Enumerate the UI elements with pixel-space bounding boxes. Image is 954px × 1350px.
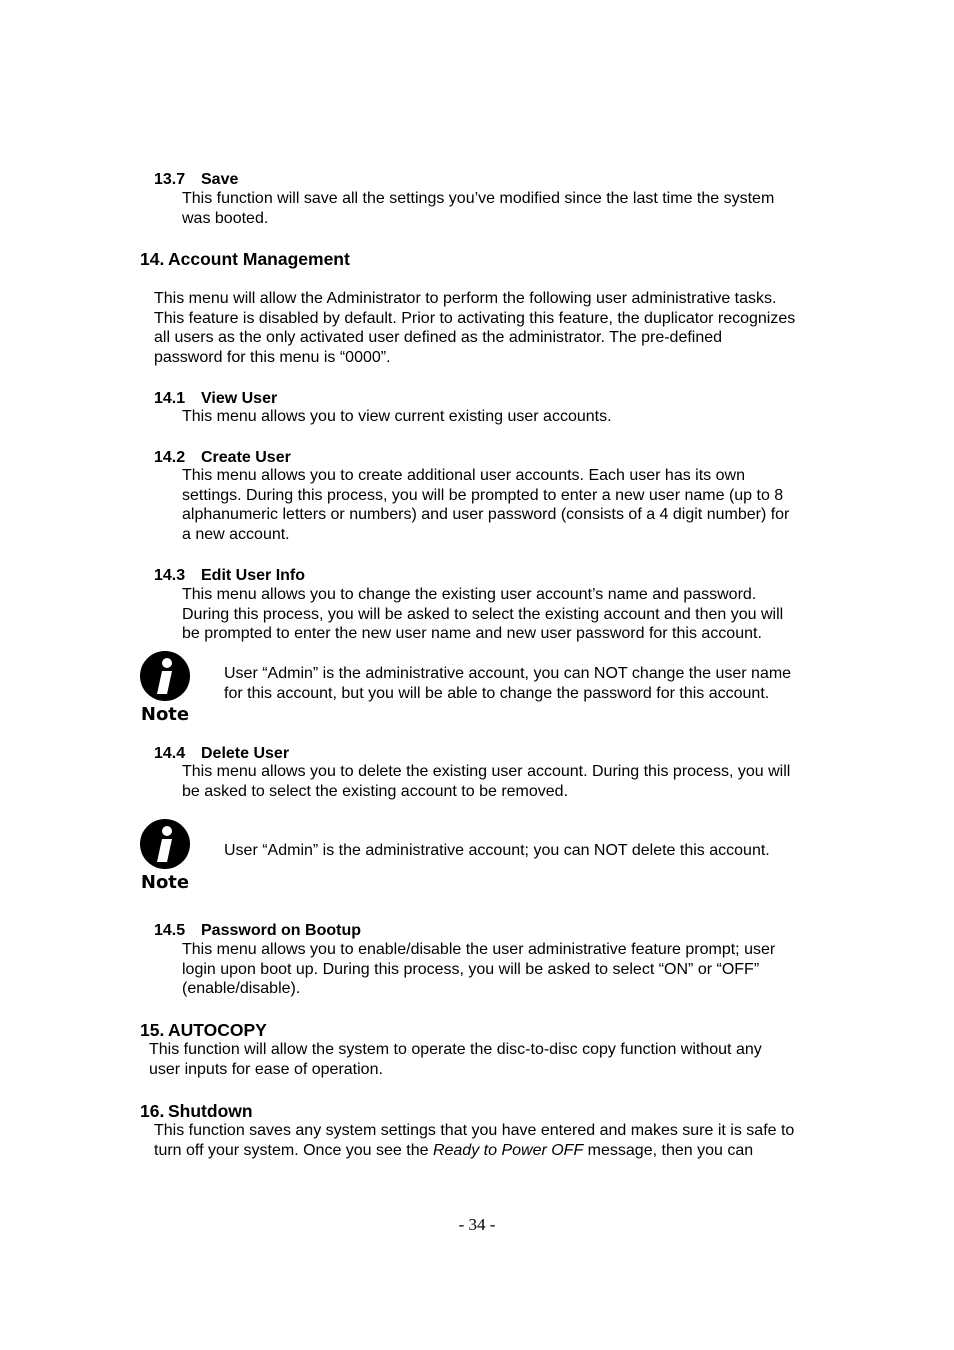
body-line: a new account.: [182, 526, 290, 544]
body-line: login upon boot up. During this process, you will be asked to select “ON” or “OFF”: [182, 960, 760, 978]
section-body-14-4: [182, 762, 790, 801]
body-line: User “Admin” is the administrative account; you can NOT delete this account.: [224, 842, 770, 859]
section-number: 14.2: [154, 449, 186, 466]
chapter-heading-14: [140, 249, 350, 269]
body-line: This menu allows you to enable/disable the user administrative feature prompt; user: [182, 941, 776, 958]
body-line: This function saves any system settings that you have entered and makes sure it is safe to: [154, 1122, 795, 1139]
note-info-icon: [138, 650, 192, 722]
chapter-body-16: [154, 1121, 794, 1160]
chapter-intro-14: [154, 289, 795, 368]
section-number: 14.4: [154, 745, 186, 762]
section-heading-14-4: [154, 744, 289, 763]
chapter-title: Account Management: [168, 249, 350, 269]
section-number: 14.3: [154, 567, 186, 584]
body-line: password for this menu is “0000”.: [154, 349, 391, 367]
body-line: This function will allow the system to operate the disc-to-disc copy function without any: [149, 1041, 762, 1058]
section-number: 14.1: [154, 390, 186, 407]
body-line: be prompted to enter the new user name and new user password for this account.: [182, 625, 762, 643]
note-icon-label: Note: [140, 872, 190, 890]
body-line: alphanumeric letters or numbers) and user password (consists of a 4 digit number) for: [182, 506, 790, 524]
section-heading-14-2: [154, 448, 291, 467]
chapter-number: 14.: [140, 249, 165, 269]
section-heading-14-5: [154, 921, 361, 940]
section-number: 13.7: [154, 171, 186, 188]
emphasized-message: Ready to Power OFF: [432, 1141, 584, 1159]
body-line: was booted.: [182, 209, 269, 227]
section-title: Delete User: [201, 745, 290, 762]
body-line: This menu allows you to delete the existing user account. During this process, you will: [182, 763, 791, 780]
body-line: user inputs for ease of operation.: [149, 1060, 383, 1078]
page-number: - 34 -: [458, 1215, 496, 1234]
chapter-number: 16.: [140, 1101, 165, 1121]
note-text-1: [224, 664, 791, 703]
section-title: Save: [201, 171, 239, 188]
chapter-heading-16: [140, 1101, 253, 1121]
body-text: turn off your system. Once you see the: [154, 1141, 433, 1159]
body-line: This menu allows you to change the existing user account’s name and password.: [182, 586, 757, 603]
section-body-13-7: [182, 189, 774, 228]
body-line: all users as the only activated user defined as the administrator. The pre-defined: [154, 329, 723, 347]
section-heading-13-7: [154, 170, 238, 189]
note-text-2: [224, 841, 770, 861]
section-title: Edit User Info: [201, 567, 306, 584]
body-line: This feature is disabled by default. Prior to activating this feature, the duplicator recognizes: [154, 309, 796, 327]
body-line: User “Admin” is the administrative account, you can NOT change the user name: [224, 665, 792, 682]
body-line: for this account, but you will be able to change the password for this account.: [224, 684, 770, 702]
section-title: Create User: [201, 449, 291, 466]
section-heading-14-1: [154, 389, 277, 408]
body-line: This menu allows you to create additional user accounts. Each user has its own: [182, 467, 745, 484]
body-line: This menu will allow the Administrator to perform the following user administrative tasks.: [154, 290, 777, 307]
body-line: settings. During this process, you will be prompted to enter a new user name (up to 8: [182, 486, 784, 504]
body-line: (enable/disable).: [182, 980, 301, 998]
section-body-14-5: [182, 940, 775, 999]
section-number: 14.5: [154, 922, 186, 939]
section-heading-14-3: [154, 566, 305, 585]
body-text: message, then you can: [583, 1141, 754, 1159]
note-info-icon: [138, 818, 192, 890]
body-line: [154, 1141, 794, 1161]
note-icon-label: Note: [140, 704, 190, 722]
chapter-heading-15: [140, 1020, 267, 1040]
chapter-title: Shutdown: [168, 1101, 253, 1121]
section-title: View User: [201, 390, 278, 407]
body-line: This function will save all the settings you’ve modified since the last time the system: [182, 190, 775, 207]
chapter-body-15: [149, 1040, 762, 1079]
section-title: Password on Bootup: [201, 922, 361, 939]
body-line: This menu allows you to view current existing user accounts.: [182, 408, 612, 425]
section-body-14-2: [182, 466, 789, 545]
section-body-14-3: [182, 585, 783, 644]
body-line: During this process, you will be asked to select the existing account and then you will: [182, 605, 784, 623]
section-body-14-1: [182, 407, 612, 427]
body-line: be asked to select the existing account to be removed.: [182, 782, 569, 800]
chapter-number: 15.: [140, 1020, 165, 1040]
chapter-title: AUTOCOPY: [168, 1020, 267, 1040]
